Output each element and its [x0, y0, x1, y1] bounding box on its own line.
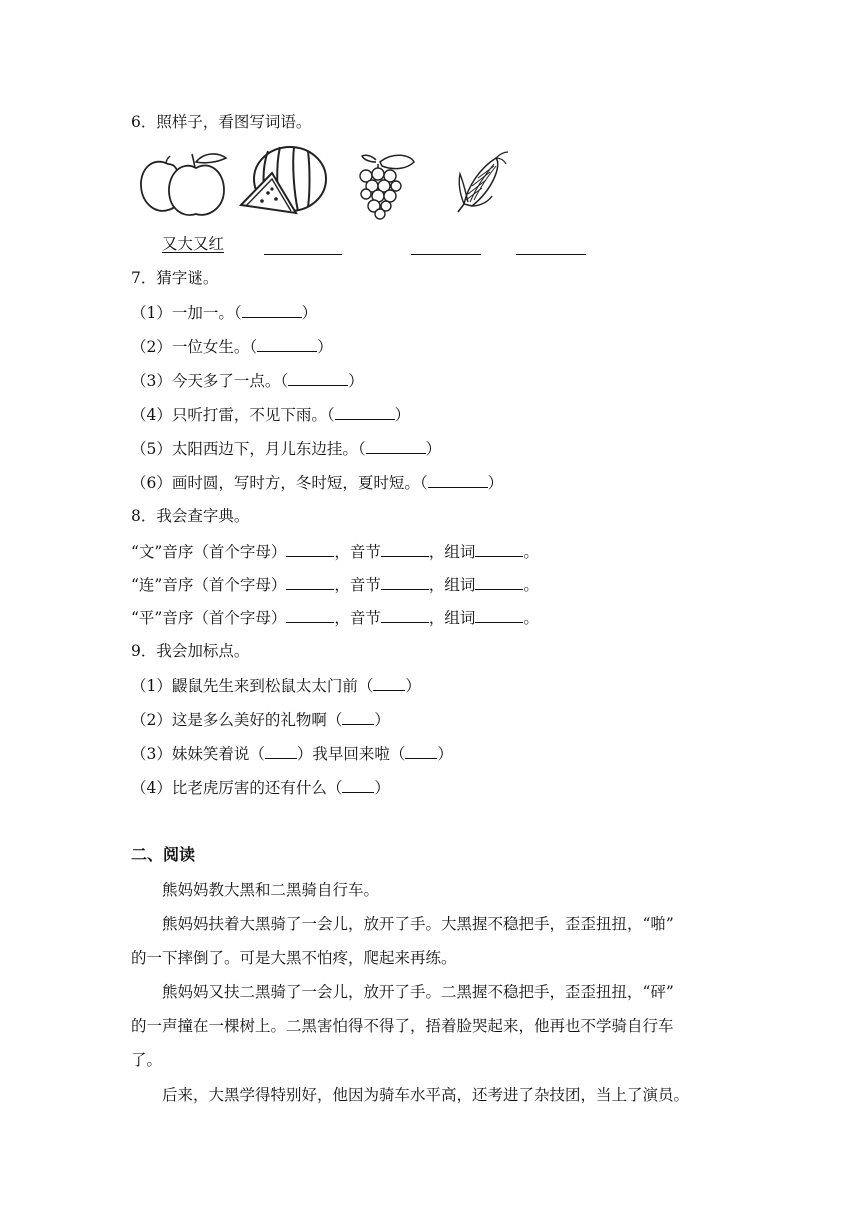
- riddle-1: [131, 302, 317, 323]
- punctuation-blank[interactable]: [265, 743, 297, 759]
- item-number: （4）: [131, 779, 172, 797]
- riddle-text: 太阳西边下，月儿东边挂。（: [171, 440, 366, 458]
- item-text: ）我早回来啦（: [296, 745, 406, 763]
- punctuation-item-4: [131, 777, 390, 798]
- riddle-number: （2）: [131, 338, 172, 356]
- riddle-answer-blank[interactable]: [242, 302, 302, 318]
- item-text: 鼹鼠先生来到松鼠太太门前（: [171, 677, 374, 695]
- item-text: 妹妹笑着说（: [171, 745, 265, 763]
- item-text: ）: [374, 779, 390, 797]
- punctuation-blank[interactable]: [342, 709, 374, 725]
- row-end: 。: [523, 576, 539, 594]
- punctuation-blank[interactable]: [373, 675, 405, 691]
- punctuation-blank[interactable]: [405, 743, 437, 759]
- phonetic-order-blank[interactable]: [286, 607, 334, 623]
- reading-line-3: 的一下摔倒了。可是大黑不怕疼，爬起来再练。: [131, 949, 457, 967]
- item-number: （3）: [131, 745, 172, 763]
- grapes-picture: [352, 150, 418, 220]
- dictionary-char: “文”: [131, 543, 163, 561]
- row-end: 。: [523, 609, 539, 627]
- riddle-text: 只听打雷，不见下雨。（: [171, 406, 335, 424]
- riddle-answer-blank[interactable]: [335, 404, 395, 420]
- item-text: 比老虎厉害的还有什么（: [171, 779, 343, 797]
- punctuation-item-2: [131, 709, 390, 730]
- dictionary-row-1: [131, 541, 539, 562]
- item-text: ）: [374, 711, 390, 729]
- answer-line-watermelon[interactable]: [264, 254, 342, 255]
- reading-line-1: 熊妈妈教大黑和二黑骑自行车。: [162, 881, 380, 899]
- riddle-text: 今天多了一点。（: [171, 372, 289, 390]
- item-text: ）: [437, 745, 453, 763]
- phonetic-order-label: 音序（首个字母）: [162, 576, 287, 594]
- riddle-number: （4）: [131, 406, 172, 424]
- word-blank[interactable]: [475, 574, 523, 590]
- section-heading-reading: 二、阅读: [131, 845, 196, 864]
- riddle-text: 一加一。（: [171, 304, 242, 322]
- riddle-close: ）: [487, 474, 504, 492]
- riddle-close: ）: [425, 440, 442, 458]
- item-number: （1）: [131, 677, 172, 695]
- syllable-label: ，音节: [334, 576, 381, 594]
- riddle-close: ）: [348, 372, 364, 390]
- word-label: ，组词: [428, 543, 476, 561]
- riddle-number: （5）: [131, 440, 172, 458]
- riddle-text: 画时圆，写时方，冬时短，夏时短。（: [171, 474, 428, 492]
- riddle-number: （1）: [131, 304, 172, 322]
- dictionary-row-3: [131, 607, 539, 628]
- syllable-label: ，音节: [334, 609, 381, 627]
- riddle-3: [131, 370, 364, 391]
- word-blank[interactable]: [475, 541, 523, 557]
- riddle-5: [131, 438, 441, 459]
- row-end: 。: [523, 543, 539, 561]
- question-7-title: 7．猜字谜。: [131, 269, 219, 287]
- reading-line-7: 后来，大黑学得特别好，他因为骑车水平高，还考进了杂技团，当上了演员。: [162, 1086, 690, 1104]
- dictionary-char: “平”: [131, 609, 163, 627]
- punctuation-blank[interactable]: [342, 777, 374, 793]
- dictionary-row-2: [131, 574, 539, 595]
- riddle-close: ）: [301, 304, 318, 322]
- punctuation-item-3: [131, 743, 453, 764]
- answer-line-grapes[interactable]: [411, 254, 481, 255]
- riddle-2: [131, 336, 333, 357]
- reading-line-6: 了。: [131, 1051, 163, 1069]
- phonetic-order-label: 音序（首个字母）: [162, 609, 287, 627]
- example-phrase: 又大又红: [162, 235, 225, 253]
- riddle-text: 一位女生。（: [171, 338, 258, 356]
- reading-line-4: 熊妈妈又扶二黑骑了一会儿，放开了手。二黑握不稳把手，歪歪扭扭，“砰”: [162, 983, 674, 1001]
- riddle-answer-blank[interactable]: [257, 336, 317, 352]
- item-number: （2）: [131, 711, 172, 729]
- dictionary-char: “连”: [131, 576, 163, 594]
- riddle-answer-blank[interactable]: [288, 370, 348, 386]
- question-9-title: 9．我会加标点。: [131, 642, 250, 660]
- syllable-blank[interactable]: [381, 607, 429, 623]
- riddle-number: （3）: [131, 372, 172, 390]
- phonetic-order-label: 音序（首个字母）: [162, 543, 287, 561]
- question-6-title: 6．照样子，看图写词语。: [131, 113, 312, 131]
- phonetic-order-blank[interactable]: [286, 574, 334, 590]
- riddle-number: （6）: [131, 474, 172, 492]
- riddle-answer-blank[interactable]: [366, 438, 426, 454]
- punctuation-item-1: [131, 675, 421, 696]
- item-text: ）: [405, 677, 421, 695]
- word-label: ，组词: [428, 609, 476, 627]
- question-8-title: 8．我会查字典。: [131, 507, 250, 525]
- item-text: 这是多么美好的礼物啊（: [171, 711, 343, 729]
- riddle-6: [131, 472, 503, 493]
- corn-picture: [452, 150, 510, 214]
- reading-line-2: 熊妈妈扶着大黑骑了一会儿，放开了手。大黑握不稳把手，歪歪扭扭，“啪”: [162, 915, 674, 933]
- watermelon-picture: [238, 143, 330, 221]
- apples-picture: [138, 150, 230, 218]
- riddle-close: ）: [394, 406, 411, 424]
- riddle-4: [131, 404, 410, 425]
- riddle-close: ）: [317, 338, 333, 356]
- syllable-blank[interactable]: [381, 574, 429, 590]
- syllable-blank[interactable]: [381, 541, 429, 557]
- riddle-answer-blank[interactable]: [428, 472, 488, 488]
- syllable-label: ，音节: [334, 543, 381, 561]
- answer-line-corn[interactable]: [516, 254, 586, 255]
- phonetic-order-blank[interactable]: [286, 541, 334, 557]
- word-label: ，组词: [428, 576, 476, 594]
- reading-line-5: 的一声撞在一棵树上。二黑害怕得不得了，捂着脸哭起来，他再也不学骑自行车: [131, 1017, 674, 1035]
- word-blank[interactable]: [475, 607, 523, 623]
